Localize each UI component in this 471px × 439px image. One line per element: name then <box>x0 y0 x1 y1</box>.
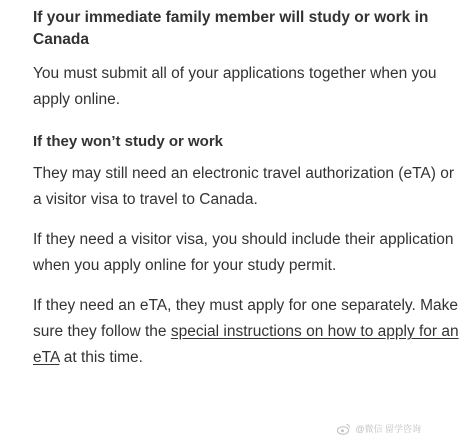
main-content <box>33 7 463 371</box>
section-heading-family-study-work: If your immediate family member will study or work in Canada <box>33 9 429 48</box>
paragraph-submit-together: You must submit all of your applications together when you apply online. <box>33 65 437 108</box>
paragraph-eta-text-before: If they need an eTA, they must apply for one separately. Make sure they follow the <box>33 297 459 340</box>
watermark <box>337 422 421 435</box>
paragraph-visitor-visa: If they need a visitor visa, you should include their application when you apply online for your study permit. <box>33 231 454 274</box>
section-heading-wont-study-work: If they won’t study or work <box>33 133 224 150</box>
paragraph-eta-or-visa: They may still need an electronic travel authorization (eTA) or a visitor visa to travel to Canada. <box>33 165 454 208</box>
paragraph-eta-separately <box>33 293 463 371</box>
paragraph-eta-text-after: at this time. <box>59 349 143 366</box>
weibo-icon <box>337 423 351 435</box>
watermark-text: @微信 留学咨询 <box>355 424 421 434</box>
special-instructions-link[interactable]: special instructions on how to apply for an eTA <box>33 323 459 366</box>
